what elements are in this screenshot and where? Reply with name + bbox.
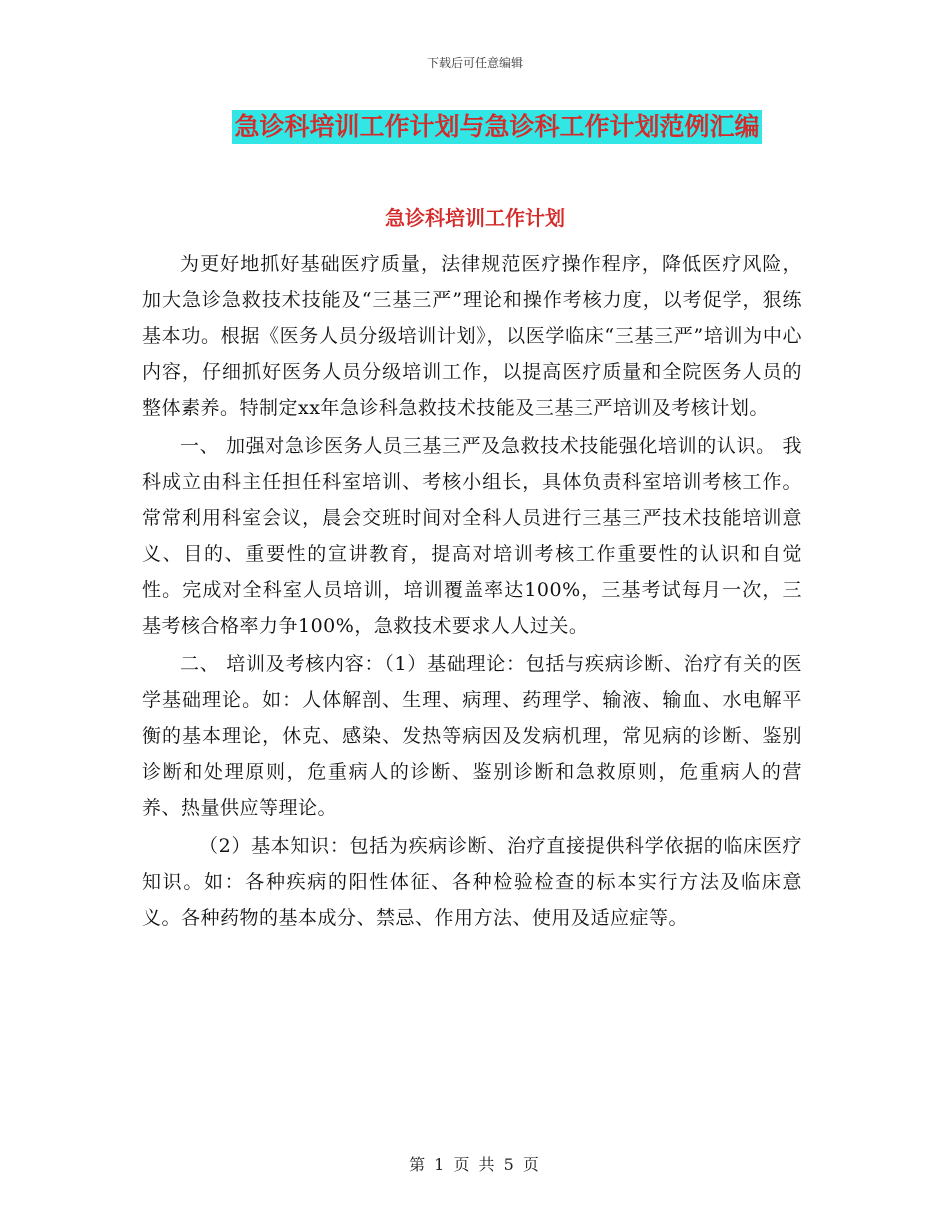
document-body [142, 246, 802, 938]
page-footer: 第 1 页 共 5 页 [409, 1155, 541, 1174]
main-title: 急诊科培训工作计划与急诊科工作计划范例汇编 [232, 110, 761, 144]
header-note: 下载后可任意编辑 [426, 56, 523, 70]
paragraph-intro: 为更好地抓好基础医疗质量，法律规范医疗操作程序，降低医疗风险，加大急诊急救技术技能及“三基三严”理论和操作考核力度，以考促学，狠练基本功。根据《医务人员分级培训计划》，以医学临床“三基三严”培训为中心内容，仔细抓好医务人员分级培训工作，以提高医疗质量和全院医务人员的整体素养。特制定xx年急诊科急救技术技能及三基三严培训及考核计划。 [142, 253, 802, 419]
paragraph-section-two: 二、 培训及考核内容：（1）基础理论：包括与疾病诊断、治疗有关的医学基础理论。如：人体解剖、生理、病理、药理学、输液、输血、水电解平衡的基本理论，休克、感染、发热等病因及发病机理，常见病的诊断、鉴别诊断和处理原则，危重病人的诊断、鉴别诊断和急救原则，危重病人的营养、热量供应等理论。 [142, 653, 802, 819]
main-title-container [0, 110, 950, 144]
section-title: 急诊科培训工作计划 [385, 206, 565, 230]
paragraph-section-one: 一、 加强对急诊医务人员三基三严及急救技术技能强化培训的认识。 我科成立由科主任担任科室培训、考核小组长，具体负责科室培训考核工作。常常利用科室会议，晨会交班时间对全科人员进行三基三严技术技能培训意义、目的、重要性的宣讲教育，提高对培训考核工作重要性的认识和自觉性。完成对全科室人员培训，培训覆盖率达100%，三基考试每月一次，三基考核合格率力争100%，急救技术要求人人过关。 [142, 435, 802, 637]
paragraph-basic-knowledge: （2）基本知识：包括为疾病诊断、治疗直接提供科学依据的临床医疗知识。如：各种疾病的阳性体征、各种检验检查的标本实行方法及临床意义。各种药物的基本成分、禁忌、作用方法、使用及适应症等。 [142, 835, 802, 929]
